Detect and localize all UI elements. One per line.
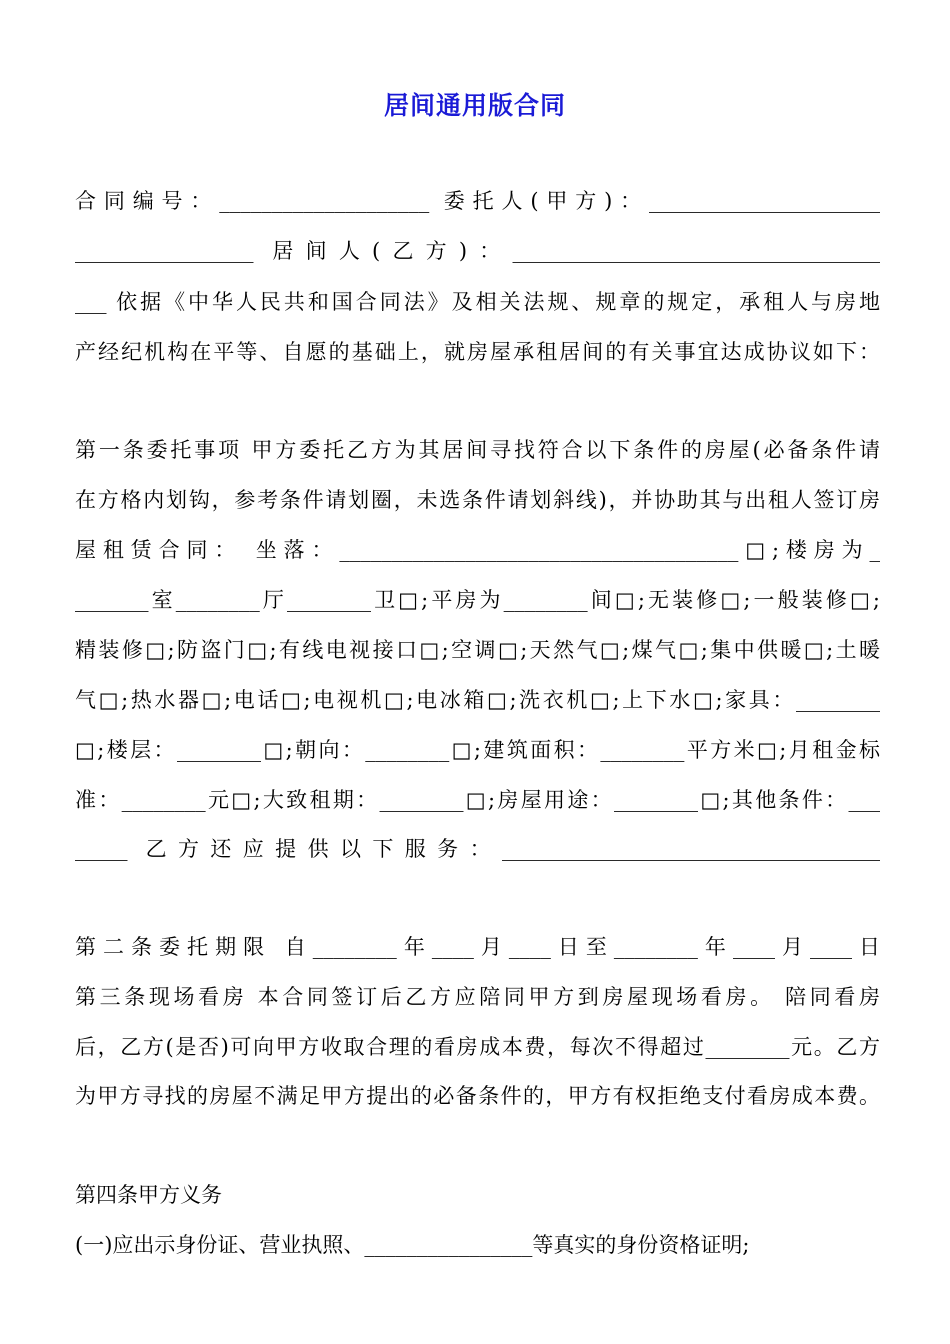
contract-line-article-1-line-7: □;楼层：________□;朝向：________□;建筑面积：________平方米□;月租金标	[75, 738, 880, 762]
document-title: 居间通用版合同	[383, 91, 566, 120]
contract-line-preamble-2: 产经纪机构在平等、自愿的基础上，就房屋承租居间的有关事宜达成协议如下：	[75, 340, 880, 364]
contract-line-article-1-line-6: 气□;热水器□;电话□;电视机□;电冰箱□;洗衣机□;上下水□;家具：________	[75, 688, 880, 712]
contract-line-article-4-heading: 第四条甲方义务	[75, 1183, 222, 1207]
contract-line-header-contract-number: 合同编号：____________________ 委托人(甲方)：______________________	[75, 189, 880, 213]
contract-line-article-3-line-3: 为甲方寻找的房屋不满足甲方提出的必备条件的，甲方有权拒绝支付看房成本费。	[75, 1084, 880, 1108]
contract-line-header-broker: _________________ 居间人(乙方)：___________________________________	[75, 239, 880, 263]
contract-line-article-1-line-3: 屋租赁合同： 坐落：______________________________________□;楼房为_	[75, 538, 880, 562]
contract-line-article-1-line-8: 准：________元□;大致租期：________□;房屋用途：________□;其他条件：___	[75, 788, 880, 812]
contract-line-article-2: 第二条委托期限 自________年____月____日至________年____月____日	[75, 935, 880, 959]
contract-line-article-3-line-2: 后，乙方(是否)可向甲方收取合理的看房成本费，每次不得超过________元。乙方	[75, 1035, 880, 1059]
contract-line-article-1-line-1: 第一条委托事项 甲方委托乙方为其居间寻找符合以下条件的房屋(必备条件请	[75, 438, 880, 462]
contract-line-article-1-line-2: 在方格内划钩，参考条件请划圈，未选条件请划斜线)，并协助其与出租人签订房	[75, 488, 880, 512]
contract-line-article-1-line-5: 精装修□;防盗门□;有线电视接口□;空调□;天然气□;煤气□;集中供暖□;土暖	[75, 638, 880, 662]
contract-line-article-1-line-9: _____ 乙方还应提供以下服务：____________________________________	[75, 837, 880, 861]
contract-line-article-4-item-1: (一)应出示身份证、营业执照、________________等真实的身份资格证明;	[75, 1233, 750, 1257]
contract-line-preamble-1: ___ 依据《中华人民共和国合同法》及相关法规、规章的规定，承租人与房地	[75, 290, 880, 314]
contract-line-article-1-line-4: _______室________厅________卫□;平房为________间□;无装修□;一般装修□;	[75, 588, 880, 612]
contract-line-article-3-line-1: 第三条现场看房 本合同签订后乙方应陪同甲方到房屋现场看房。 陪同看房	[75, 985, 880, 1009]
